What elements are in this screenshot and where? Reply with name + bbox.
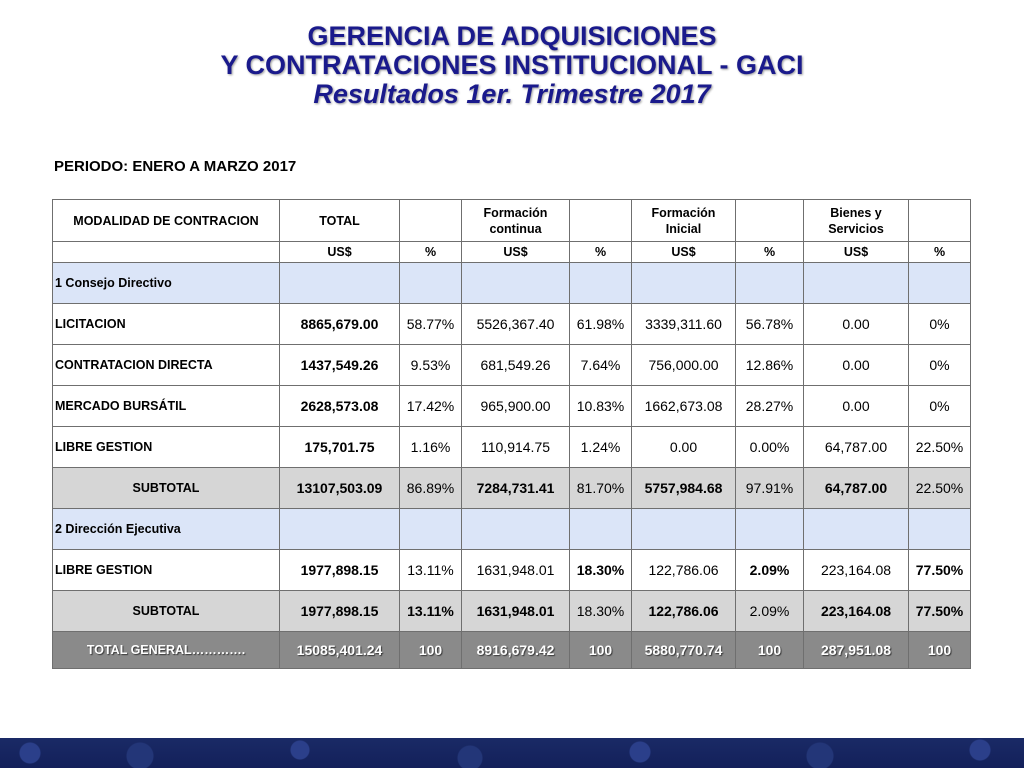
- cell: 8916,679.42: [462, 632, 570, 669]
- cell: 5757,984.68: [632, 468, 736, 509]
- cell: 0.00: [632, 427, 736, 468]
- subheader-cell: US$: [280, 242, 400, 263]
- total-row: [53, 632, 971, 669]
- cell: 1662,673.08: [632, 386, 736, 427]
- cell: 756,000.00: [632, 345, 736, 386]
- row-label: LIBRE GESTION: [53, 427, 280, 468]
- subheader-cell: US$: [632, 242, 736, 263]
- header-cell: MODALIDAD DE CONTRACION: [53, 200, 280, 242]
- cell: 681,549.26: [462, 345, 570, 386]
- cell: 1977,898.15: [280, 591, 400, 632]
- cell: 0%: [909, 304, 971, 345]
- cell: 86.89%: [400, 468, 462, 509]
- cell: 0%: [909, 345, 971, 386]
- section-row-direccion-ejecutiva: [53, 509, 971, 550]
- cell: 13.11%: [400, 550, 462, 591]
- cell: 22.50%: [909, 468, 971, 509]
- cell: 58.77%: [400, 304, 462, 345]
- subheader-cell: %: [570, 242, 632, 263]
- subtotal-row: [53, 591, 971, 632]
- cell: 2628,573.08: [280, 386, 400, 427]
- row-label: LIBRE GESTION: [53, 550, 280, 591]
- row-label: MERCADO BURSÁTIL: [53, 386, 280, 427]
- table-row: [53, 345, 971, 386]
- cell: 97.91%: [736, 468, 804, 509]
- cell: 22.50%: [909, 427, 971, 468]
- cell: 223,164.08: [804, 591, 909, 632]
- header-cell: Formación continua: [462, 200, 570, 242]
- cell: 17.42%: [400, 386, 462, 427]
- total-label: TOTAL GENERAL………….: [53, 632, 280, 669]
- cell: 100: [400, 632, 462, 669]
- cell: 1631,948.01: [462, 550, 570, 591]
- results-table: [52, 199, 971, 669]
- subtotal-row: [53, 468, 971, 509]
- cell: 12.86%: [736, 345, 804, 386]
- table-row: [53, 427, 971, 468]
- cell: 100: [570, 632, 632, 669]
- cell: 287,951.08: [804, 632, 909, 669]
- cell: 5880,770.74: [632, 632, 736, 669]
- title-line-1: GERENCIA DE ADQUISICIONES: [307, 21, 717, 51]
- section-label: 1 Consejo Directivo: [53, 263, 280, 304]
- header-cell: Bienes y Servicios: [804, 200, 909, 242]
- subheader-cell: %: [909, 242, 971, 263]
- cell: 1.24%: [570, 427, 632, 468]
- row-label: CONTRATACION DIRECTA: [53, 345, 280, 386]
- cell: 13.11%: [400, 591, 462, 632]
- cell: 3339,311.60: [632, 304, 736, 345]
- cell: 81.70%: [570, 468, 632, 509]
- title-line-2: Y CONTRATACIONES INSTITUCIONAL - GACI: [220, 50, 804, 80]
- table-row: [53, 550, 971, 591]
- cell: 223,164.08: [804, 550, 909, 591]
- cell: 122,786.06: [632, 591, 736, 632]
- period-label: PERIODO: ENERO A MARZO 2017: [54, 158, 297, 175]
- cell: 64,787.00: [804, 468, 909, 509]
- cell: 175,701.75: [280, 427, 400, 468]
- cell: 56.78%: [736, 304, 804, 345]
- cell: 965,900.00: [462, 386, 570, 427]
- subheader-cell: [53, 242, 280, 263]
- cell: 2.09%: [736, 550, 804, 591]
- cell: 64,787.00: [804, 427, 909, 468]
- subheader-cell: US$: [462, 242, 570, 263]
- cell: 5526,367.40: [462, 304, 570, 345]
- cell: 1631,948.01: [462, 591, 570, 632]
- section-row-consejo-directivo: [53, 263, 971, 304]
- cell: 0.00: [804, 345, 909, 386]
- cell: 10.83%: [570, 386, 632, 427]
- subheader-cell: US$: [804, 242, 909, 263]
- row-label: SUBTOTAL: [53, 468, 280, 509]
- cell: 8865,679.00: [280, 304, 400, 345]
- cell: 0.00: [804, 304, 909, 345]
- cell: 1977,898.15: [280, 550, 400, 591]
- cell: 122,786.06: [632, 550, 736, 591]
- table-row: [53, 386, 971, 427]
- cell: 28.27%: [736, 386, 804, 427]
- title-line-3: Resultados 1er. Trimestre 2017: [313, 79, 711, 109]
- cell: 18.30%: [570, 591, 632, 632]
- row-label: LICITACION: [53, 304, 280, 345]
- cell: 100: [736, 632, 804, 669]
- cell: 0.00%: [736, 427, 804, 468]
- footer-gear-banner: [0, 738, 1024, 768]
- cell: 7.64%: [570, 345, 632, 386]
- cell: 0%: [909, 386, 971, 427]
- cell: 18.30%: [570, 550, 632, 591]
- title-block: [0, 22, 1024, 109]
- cell: 13107,503.09: [280, 468, 400, 509]
- header-cell: [736, 200, 804, 242]
- cell: 1437,549.26: [280, 345, 400, 386]
- cell: 1.16%: [400, 427, 462, 468]
- header-cell: [570, 200, 632, 242]
- header-cell: [400, 200, 462, 242]
- cell: 77.50%: [909, 591, 971, 632]
- subheader-cell: %: [400, 242, 462, 263]
- row-label: SUBTOTAL: [53, 591, 280, 632]
- subheader-row: [53, 242, 971, 263]
- cell: 15085,401.24: [280, 632, 400, 669]
- header-cell: TOTAL: [280, 200, 400, 242]
- section-label: 2 Dirección Ejecutiva: [53, 509, 280, 550]
- cell: 2.09%: [736, 591, 804, 632]
- cell: 7284,731.41: [462, 468, 570, 509]
- cell: 77.50%: [909, 550, 971, 591]
- cell: 0.00: [804, 386, 909, 427]
- cell: 61.98%: [570, 304, 632, 345]
- header-row: [53, 200, 971, 242]
- header-cell: Formación Inicial: [632, 200, 736, 242]
- table-row: [53, 304, 971, 345]
- cell: 110,914.75: [462, 427, 570, 468]
- subheader-cell: %: [736, 242, 804, 263]
- cell: 100: [909, 632, 971, 669]
- cell: 9.53%: [400, 345, 462, 386]
- header-cell: [909, 200, 971, 242]
